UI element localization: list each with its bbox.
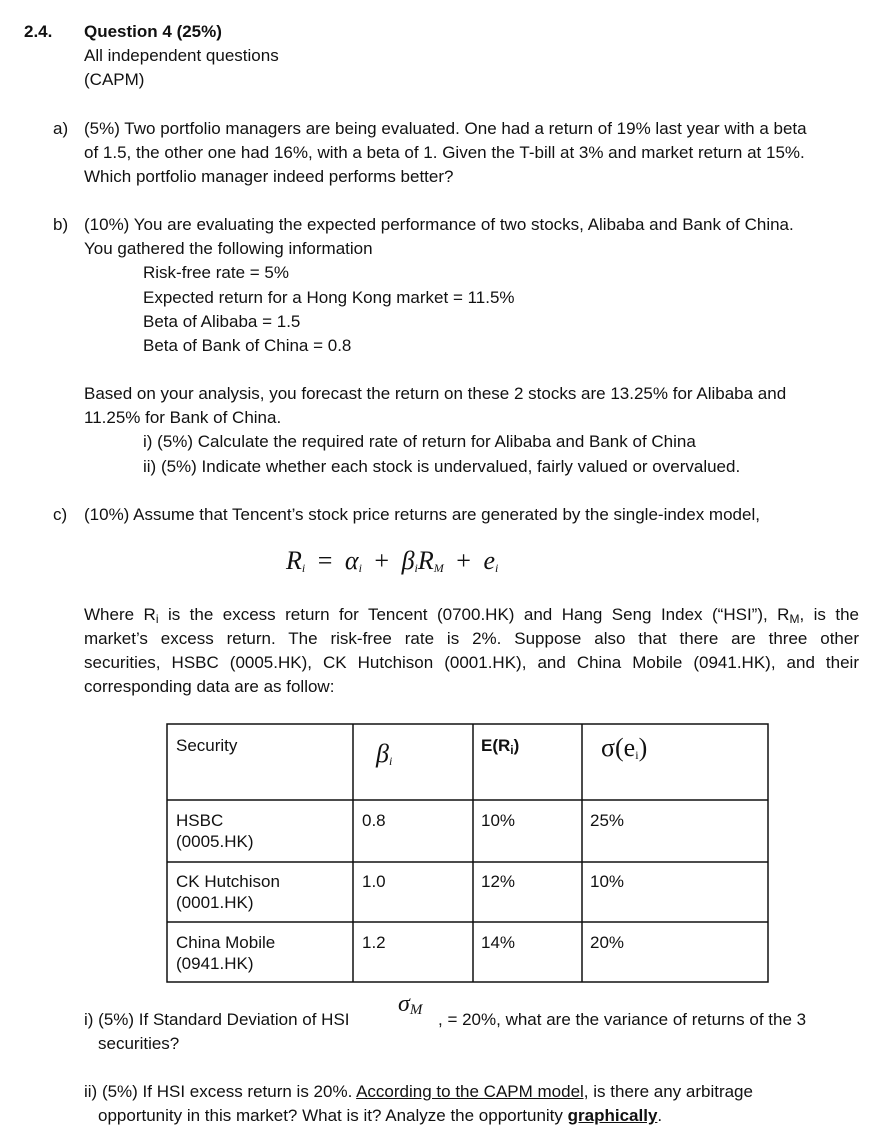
part-b-forecast-line-2: 11.25% for Bank of China. (84, 408, 282, 427)
part-c-question-i-a: i) (5%) If Standard Deviation of HSI (84, 1010, 350, 1029)
row-2-sigma: 10% (590, 872, 625, 891)
question-title: Question 4 (25%) (84, 22, 222, 41)
formula-lhs: R (286, 546, 302, 575)
row-1-expected-return: 10% (481, 811, 516, 830)
info-beta-boc: Beta of Bank of China = 0.8 (143, 336, 352, 355)
part-b-line-2: You gathered the following information (84, 239, 373, 258)
header-security: Security (176, 736, 238, 755)
part-c-question-i-b: , = 20%, what are the variance of returns of the 3 (438, 1010, 807, 1029)
formula-beta: β (401, 546, 415, 575)
formula-alpha: α (344, 546, 359, 575)
row-1-name-line-1: HSBC (176, 811, 224, 830)
sigma-m-letter: σ (398, 991, 410, 1017)
section-number: 2.4. (24, 22, 53, 41)
q-ii-text-b: is there any arbitrage (588, 1082, 753, 1101)
para-text-a: Where R (84, 605, 156, 624)
part-a-line-2: of 1.5, the other one had 16%, with a beta of 1. Given the T-bill at 3% and market return at 15%. (84, 143, 805, 162)
row-3-name-line-2: (0941.HK) (176, 954, 254, 973)
header-er-b: ) (513, 736, 520, 755)
header-beta-symbol: β (376, 739, 389, 768)
para-sub-i: i (155, 612, 159, 626)
part-c-para-line-3: securities, HSBC (0005.HK), CK Hutchison (0001.HK), and China Mobile (0941.HK), and their (84, 653, 859, 672)
row-2-expected-return: 12% (481, 872, 516, 891)
info-risk-free: Risk-free rate = 5% (143, 263, 289, 282)
q-ii-period: . (657, 1106, 663, 1125)
formula-plus-1: + (374, 546, 390, 575)
header-expected-return (481, 735, 519, 756)
q-ii-line2-text: opportunity in this market? What is it? Analyze the opportunity (98, 1106, 568, 1125)
q-ii-underlined: According to the CAPM model, (356, 1082, 589, 1101)
formula-alpha-sub: i (358, 561, 362, 575)
part-b-marker: b) (53, 215, 69, 234)
header-er-sub: i (510, 743, 514, 757)
part-a-line-1: (5%) Two portfolio managers are being evaluated. One had a return of 19% last year with a beta (84, 119, 807, 138)
para-text-c: , is the (799, 605, 859, 624)
header-sigma (601, 733, 648, 762)
part-a-line-3: Which portfolio manager indeed performs better? (84, 167, 454, 186)
header-er-a: E(R (481, 736, 511, 755)
formula-equals: = (317, 546, 333, 575)
row-3-name-line-1: China Mobile (176, 933, 276, 952)
part-c-para-line-4: corresponding data are as follow: (84, 677, 335, 696)
formula-plus-2: + (456, 546, 471, 575)
row-1-beta: 0.8 (362, 811, 386, 830)
formula-rm-sub: M (433, 561, 444, 575)
part-b-forecast-line-1: Based on your analysis, you forecast the return on these 2 stocks are 13.25% for Alibaba and (84, 384, 787, 403)
row-2-name-line-2: (0001.HK) (176, 893, 254, 912)
part-c-marker: c) (53, 505, 68, 524)
formula-error-sub: i (494, 561, 499, 575)
part-c-para-line-2: market’s excess return. The risk-free rate is 2%. Suppose also that there are three other (84, 629, 859, 648)
row-3-sigma: 20% (590, 933, 625, 952)
formula-error: e (483, 546, 495, 575)
row-1-sigma: 25% (590, 811, 625, 830)
sigma-m-symbol (398, 992, 422, 1016)
part-b-sub-question-i: i) (5%) Calculate the required rate of return for Alibaba and Bank of China (143, 432, 696, 451)
formula-beta-sub: i (414, 561, 418, 575)
row-3-beta: 1.2 (362, 933, 386, 952)
header-sigma-sub: i (635, 748, 639, 762)
sigma-m-sub: M (409, 1002, 423, 1018)
question-topic: (CAPM) (84, 70, 145, 89)
row-2-beta: 1.0 (362, 872, 386, 891)
part-b-line-1: (10%) You are evaluating the expected performance of two stocks, Alibaba and Bank of China. (84, 215, 794, 234)
formula-lhs-sub: i (301, 561, 306, 575)
row-1-name-line-2: (0005.HK) (176, 832, 254, 851)
q-ii-graphically: graphically (567, 1106, 658, 1125)
question-subtitle: All independent questions (84, 46, 279, 65)
formula-rm: R (417, 546, 434, 575)
row-2-name-line-1: CK Hutchison (176, 872, 280, 891)
part-c-intro: (10%) Assume that Tencent’s stock price returns are generated by the single-index model, (84, 505, 760, 524)
part-c-question-ii-line-1 (84, 1080, 753, 1104)
row-3-expected-return: 14% (481, 933, 516, 952)
part-c-question-i-line-2: securities? (98, 1034, 180, 1053)
q-ii-text-a: ii) (5%) If HSI excess return is 20%. (84, 1082, 357, 1101)
header-sigma-symbol: σ(e (601, 733, 636, 762)
info-market-return: Expected return for a Hong Kong market = 11.5% (143, 288, 515, 307)
part-b-sub-question-ii: ii) (5%) Indicate whether each stock is undervalued, fairly valued or overvalued. (143, 457, 741, 476)
part-c-question-ii-line-2 (98, 1104, 662, 1128)
header-beta (376, 739, 393, 768)
part-a-marker: a) (53, 119, 69, 138)
info-beta-alibaba: Beta of Alibaba = 1.5 (143, 312, 301, 331)
header-beta-sub: i (388, 754, 393, 768)
header-sigma-close: ) (638, 733, 648, 762)
para-sub-m: M (789, 612, 800, 626)
para-text-b: is the excess return for Tencent (0700.HK) and Hang Seng Index (“HSI”), R (158, 605, 790, 624)
